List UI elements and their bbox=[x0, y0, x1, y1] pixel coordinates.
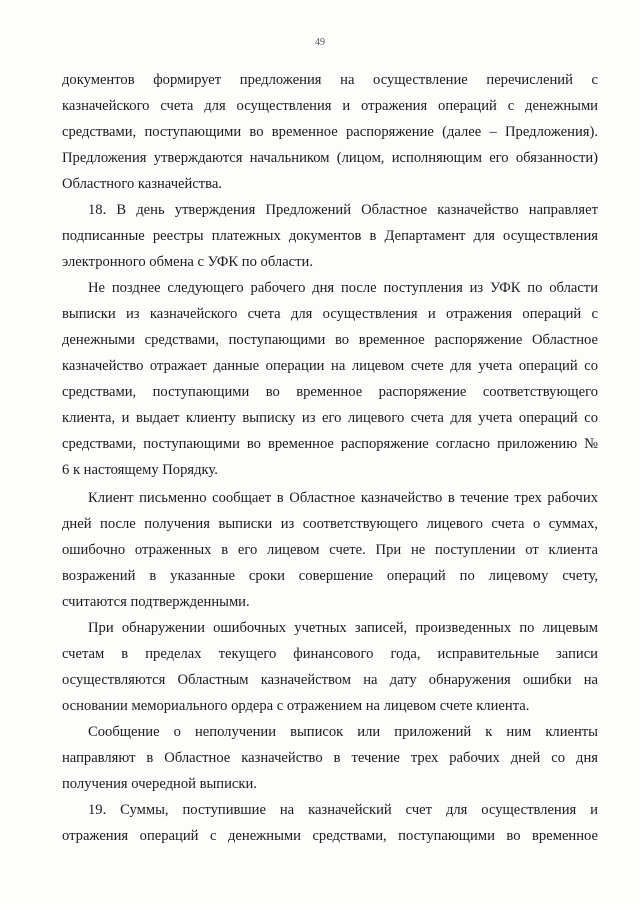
text-line: счетам в пределах текущего финансового года, исправительные записи bbox=[62, 646, 598, 662]
text-line: Предложения утверждаются начальником (лицом, исполняющим его обязанности) bbox=[62, 150, 598, 166]
text-line: подписанные реестры платежных документов в Департамент для осуществления bbox=[62, 228, 598, 244]
text-line: средствами, поступающими во временное распоряжение согласно приложению № bbox=[62, 436, 598, 452]
text-line: казначейского счета для осуществления и отражения операций с денежными bbox=[62, 98, 598, 114]
text-line: ошибочно отраженных в его лицевом счете. При не поступлении от клиента bbox=[62, 542, 598, 558]
text-line: направляют в Областное казначейство в течение трех рабочих дней со дня bbox=[62, 750, 598, 766]
text-line: документов формирует предложения на осуществление перечислений с bbox=[62, 72, 598, 88]
text-line: считаются подтвержденными. bbox=[62, 594, 250, 610]
text-line: 19. Суммы, поступившие на казначейский счет для осуществления и bbox=[88, 802, 598, 818]
page-number: 49 bbox=[315, 37, 325, 48]
text-line: денежными средствами, поступающими во временное распоряжение Областное bbox=[62, 332, 598, 348]
text-line: Не позднее следующего рабочего дня после поступления из УФК по области bbox=[88, 280, 598, 296]
text-line: При обнаружении ошибочных учетных записей, произведенных по лицевым bbox=[88, 620, 598, 636]
text-line: возражений в указанные сроки совершение операций по лицевому счету, bbox=[62, 568, 598, 584]
text-line: средствами, поступающими во временное распоряжение соответствующего bbox=[62, 384, 598, 400]
text-line: Областного казначейства. bbox=[62, 176, 223, 192]
text-line: казначейство отражает данные операции на лицевом счете для учета операций со bbox=[62, 358, 598, 374]
text-line: дней после получения выписки из соответствующего лицевого счета о суммах, bbox=[62, 516, 598, 532]
text-line: клиента, и выдает клиенту выписку из его лицевого счета для учета операций со bbox=[62, 410, 598, 426]
text-line: Сообщение о неполучении выписок или приложений к ним клиенты bbox=[88, 724, 598, 740]
text-line: осуществляются Областным казначейством на дату обнаружения ошибки на bbox=[62, 672, 598, 688]
text-line: отражения операций с денежными средствами, поступающими во временное bbox=[62, 828, 598, 844]
text-line: основании мемориального ордера с отражением на лицевом счете клиента. bbox=[62, 698, 530, 714]
text-line: выписки из казначейского счета для осуществления и отражения операций с bbox=[62, 306, 598, 322]
text-line: средствами, поступающими во временное распоряжение (далее – Предложения). bbox=[62, 124, 598, 140]
text-line: 6 к настоящему Порядку. bbox=[62, 462, 218, 478]
text-line: Клиент письменно сообщает в Областное казначейство в течение трех рабочих bbox=[88, 490, 598, 506]
text-line: получения очередной выписки. bbox=[62, 776, 257, 792]
text-line: электронного обмена с УФК по области. bbox=[62, 254, 313, 270]
text-line: 18. В день утверждения Предложений Областное казначейство направляет bbox=[88, 202, 598, 218]
